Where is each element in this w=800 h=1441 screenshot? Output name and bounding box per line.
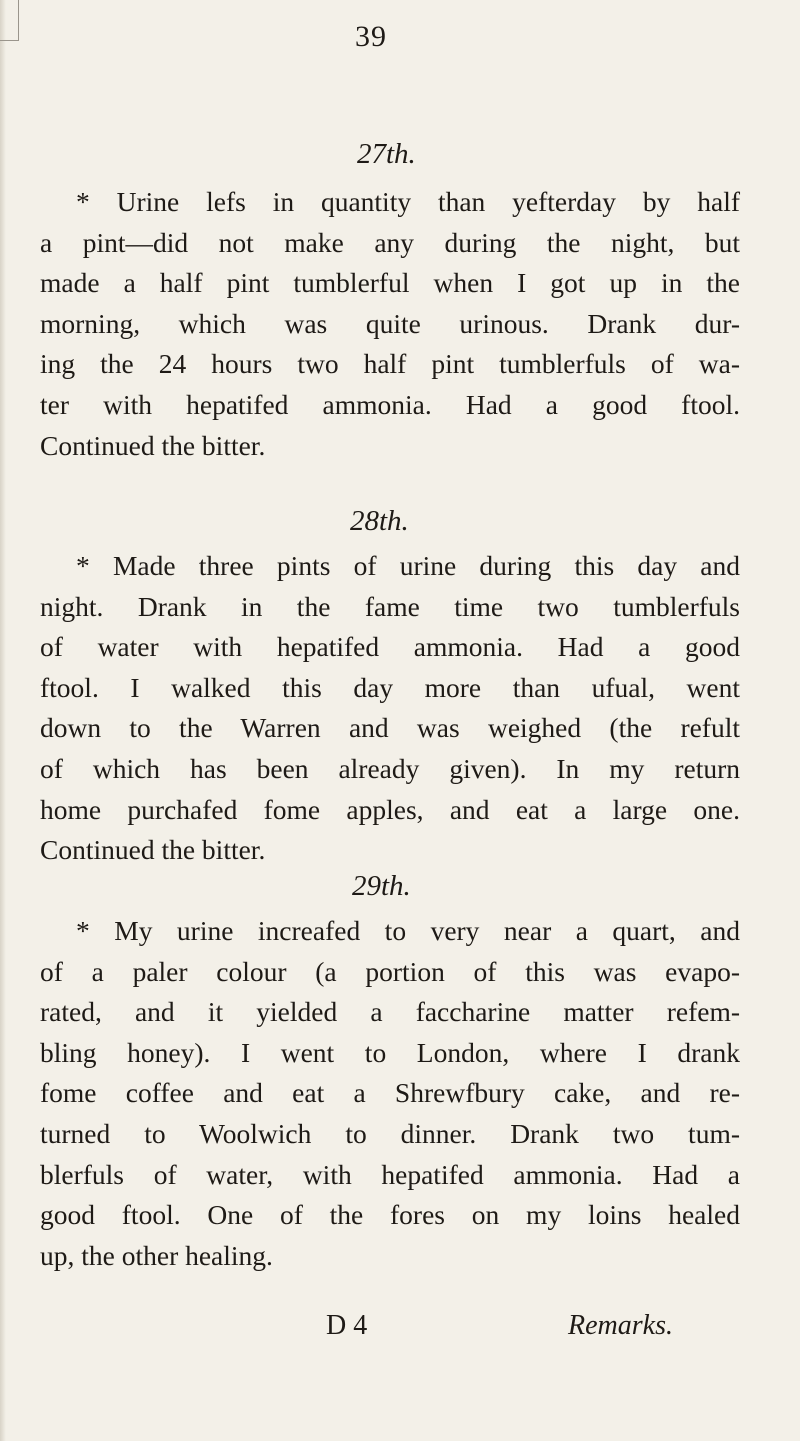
entry-date-27th: 27th.	[357, 138, 416, 170]
text-line: of which has been already given). In my return	[40, 752, 740, 784]
text-line: ter with hepatifed ammonia. Had a good ftool.	[40, 388, 740, 420]
text-line: ing the 24 hours two half pint tumblerfuls of wa-	[40, 348, 740, 380]
entry-date-29th: 29th.	[352, 870, 411, 902]
text-line: a pint—did not make any during the night, but	[40, 226, 740, 258]
page-corner-mark	[0, 0, 19, 41]
entry-paragraph-27th	[40, 182, 740, 466]
text-line: good ftool. One of the fores on my loins healed	[40, 1199, 740, 1231]
text-line: up, the other healing.	[40, 1239, 273, 1271]
text-line: * My urine increafed to very near a quart, and	[76, 915, 740, 946]
text-line: * Made three pints of urine during this day and	[76, 550, 740, 581]
entry-paragraph-29th	[40, 911, 740, 1276]
text-line: turned to Woolwich to dinner. Drank two tum-	[40, 1117, 740, 1149]
text-line: night. Drank in the fame time two tumblerfuls	[40, 590, 740, 622]
text-line: ftool. I walked this day more than ufual, went	[40, 671, 740, 703]
text-line: * Urine lefs in quantity than yefterday by half	[76, 186, 740, 217]
text-line: down to the Warren and was weighed (the refult	[40, 712, 740, 744]
page-edge-shadow	[0, 0, 6, 1441]
text-line: morning, which was quite urinous. Drank dur-	[40, 307, 740, 339]
text-line: rated, and it yielded a faccharine matter refem-	[40, 996, 740, 1028]
page-number: 39	[355, 20, 387, 53]
entry-date-28th: 28th.	[350, 505, 409, 537]
text-line: Continued the bitter.	[40, 429, 266, 461]
text-line: blerfuls of water, with hepatifed ammonia. Had a	[40, 1158, 740, 1190]
text-line: of a paler colour (a portion of this was evapo-	[40, 955, 740, 987]
catchword: Remarks.	[568, 1310, 673, 1341]
text-line: of water with hepatifed ammonia. Had a good	[40, 631, 740, 663]
signature-mark: D 4	[326, 1310, 368, 1341]
text-line: fome coffee and eat a Shrewfbury cake, and re-	[40, 1077, 740, 1109]
text-line: bling honey). I went to London, where I drank	[40, 1036, 740, 1068]
entry-paragraph-28th	[40, 546, 740, 871]
text-line: made a half pint tumblerful when I got up in the	[40, 267, 740, 299]
text-line: Continued the bitter.	[40, 834, 266, 866]
text-line: home purchafed fome apples, and eat a large one.	[40, 793, 740, 825]
